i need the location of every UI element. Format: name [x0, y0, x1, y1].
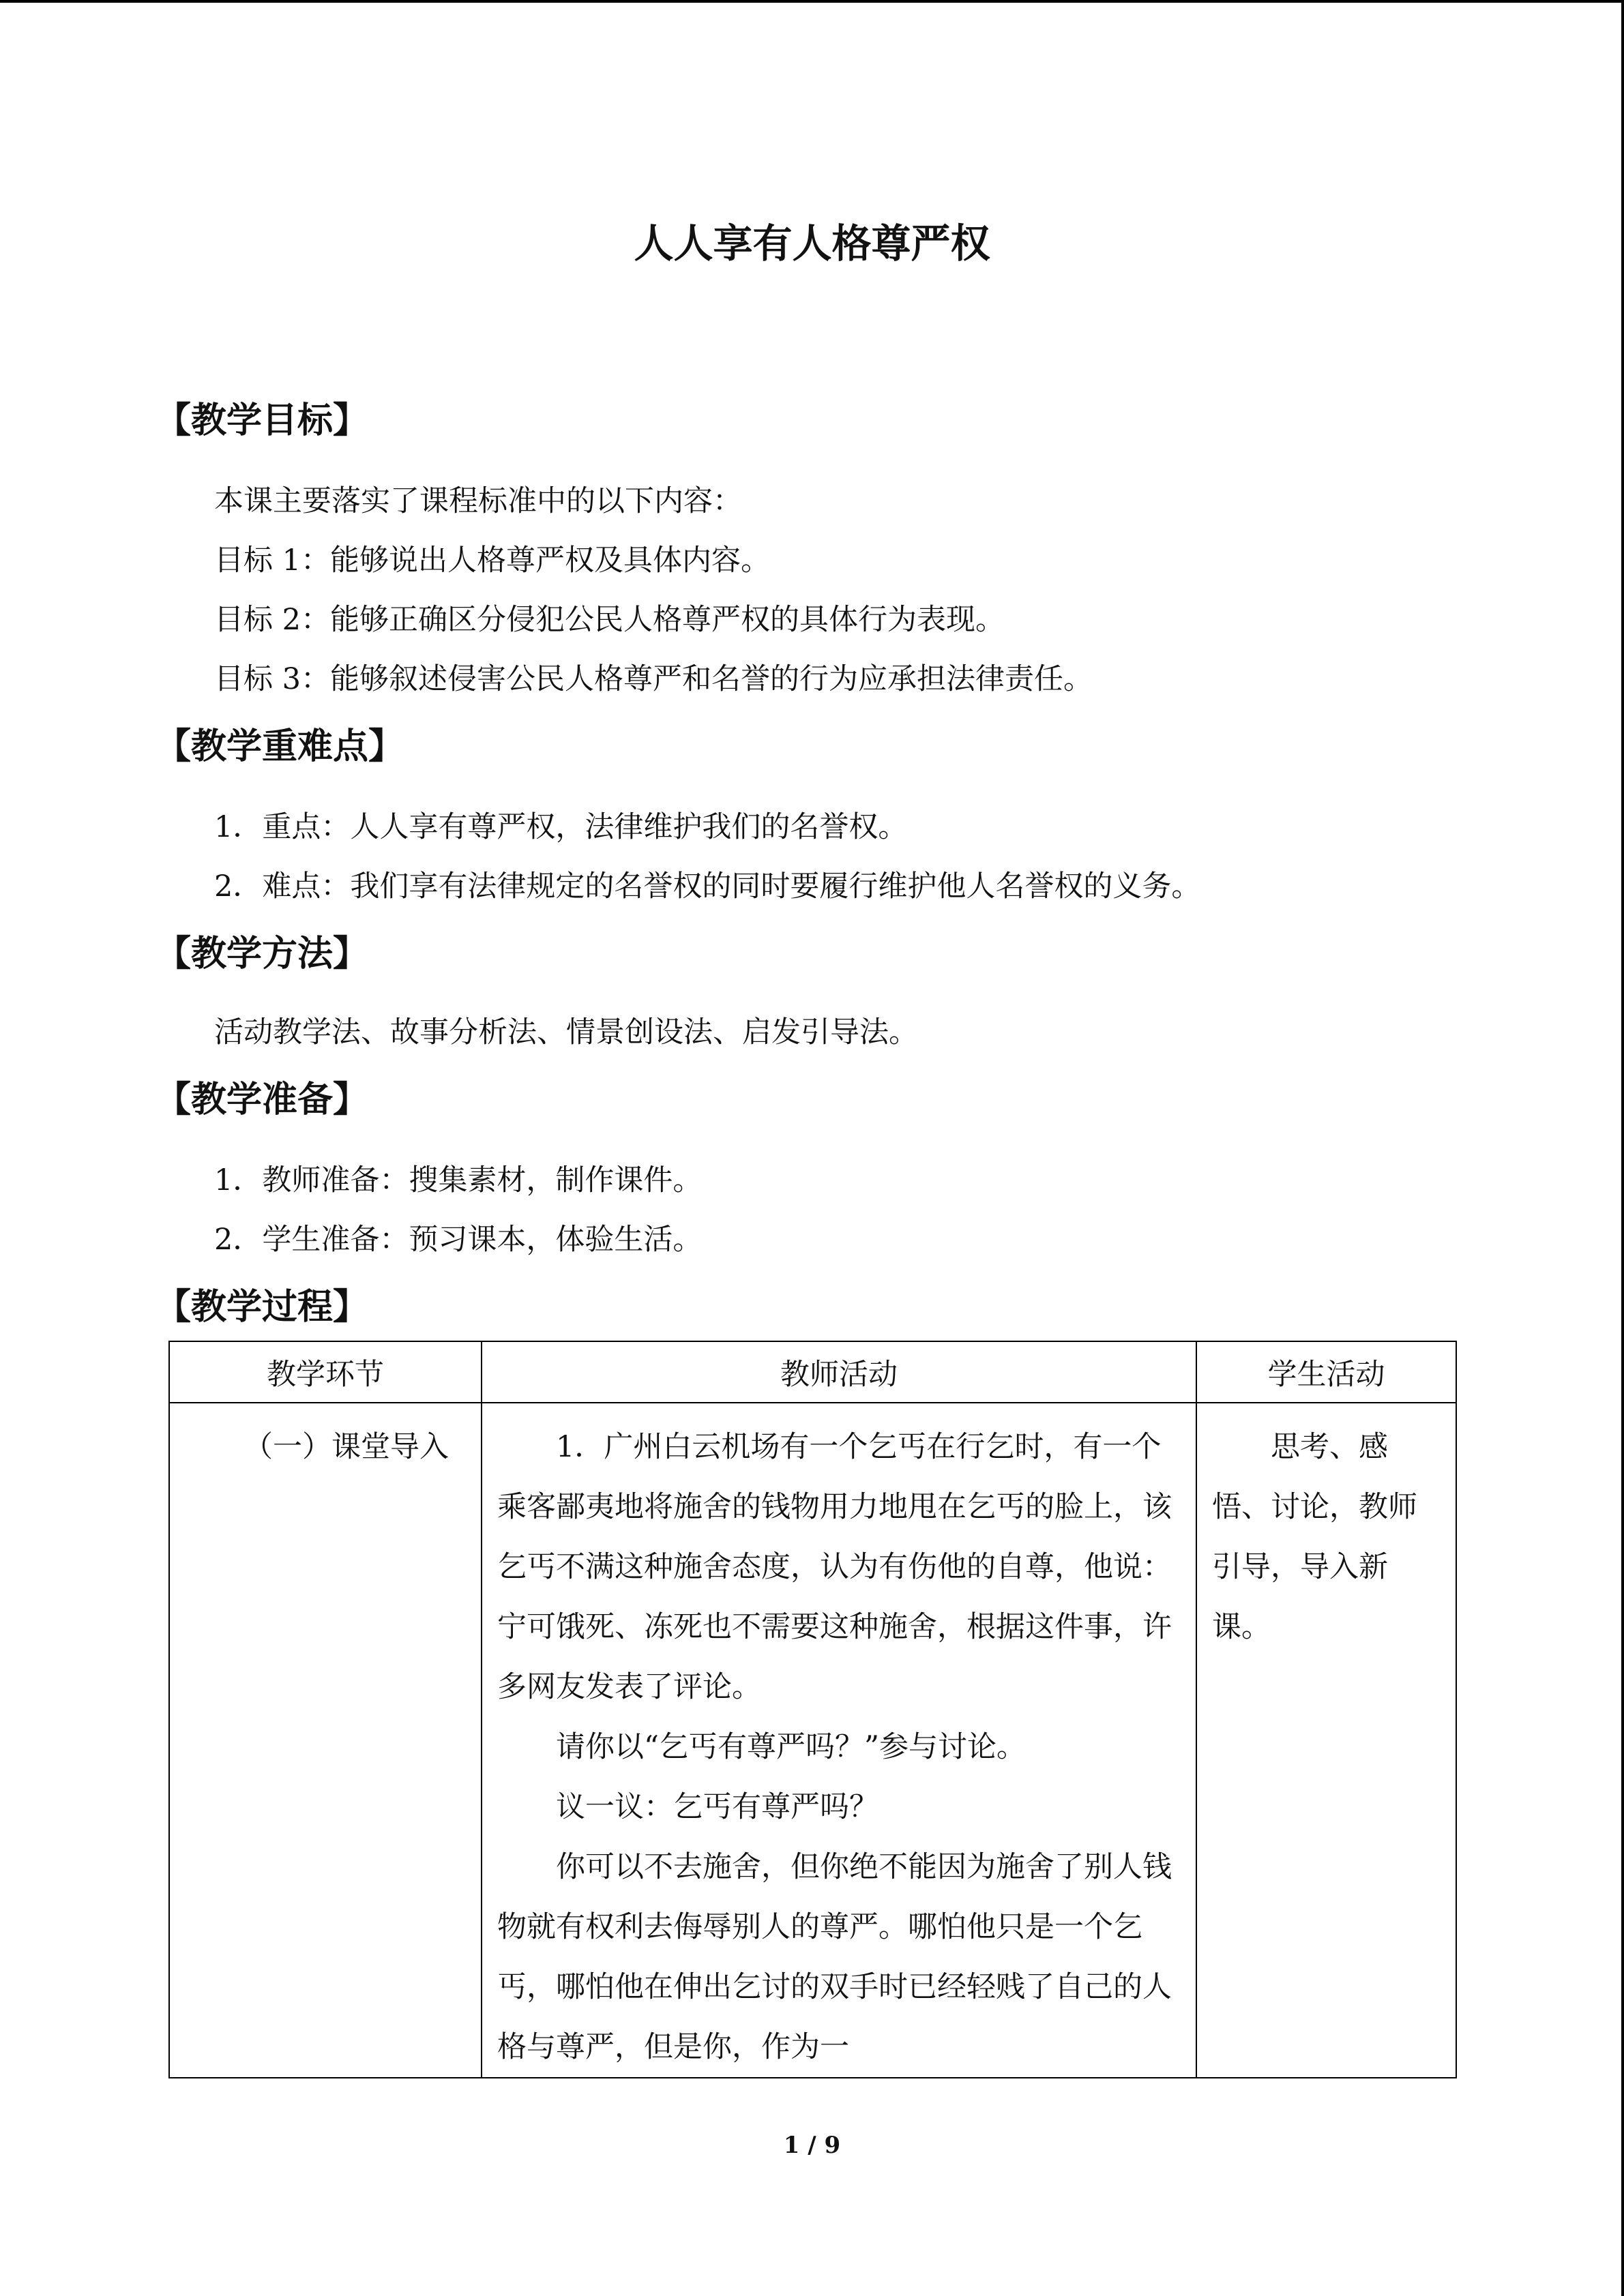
page-border-top [0, 0, 1624, 3]
objective-1: 目标 1：能够说出人格尊严权及具体内容。 [214, 543, 771, 578]
preparation-student: 2．学生准备：预习课本，体验生活。 [214, 1223, 703, 1257]
methods-text: 活动教学法、故事分析法、情景创设法、启发引导法。 [214, 1015, 918, 1049]
header-teacher-activity: 教师活动 [482, 1341, 1196, 1403]
header-stage: 教学环节 [169, 1341, 482, 1403]
heading-preparation: 【教学准备】 [156, 1079, 369, 1120]
heading-methods: 【教学方法】 [156, 934, 369, 974]
student-text: 思考、感悟、讨论，教师引导，导入新课。 [1212, 1430, 1417, 1644]
heading-key-points: 【教学重难点】 [156, 726, 404, 767]
table-row [169, 1403, 1456, 2078]
stage-text: （一）课堂导入 [243, 1430, 449, 1464]
cell-stage [169, 1403, 482, 2078]
page-number: 1 / 9 [783, 2132, 841, 2159]
header-student-activity: 学生活动 [1196, 1341, 1456, 1403]
objective-2: 目标 2：能够正确区分侵犯公民人格尊严权的具体行为表现。 [214, 603, 1005, 637]
document-title: 人人享有人格尊严权 [634, 220, 990, 267]
page-border-right [1621, 0, 1624, 2296]
process-table [168, 1341, 1457, 2078]
objectives-intro: 本课主要落实了课程标准中的以下内容： [214, 484, 742, 518]
teacher-paragraph-2: 请你以“乞丐有尊严吗？”参与讨论。 [556, 1730, 1026, 1764]
teacher-paragraph-1: 1．广州白云机场有一个乞丐在行乞时，有一个乘客鄙夷地将施舍的钱物用力地甩在乞丐的脸上，该乞丐不满这种施舍态度，认为有伤他的自尊，他说：宁可饿死、冻死也不需要这种施舍，根据这件事，许多网友发表了评论。 [497, 1430, 1172, 1704]
objective-3: 目标 3：能够叙述侵害公民人格尊严和名誉的行为应承担法律责任。 [214, 662, 1093, 696]
cell-student-activity [1196, 1403, 1456, 2078]
teacher-paragraph-4: 你可以不去施舍，但你绝不能因为施舍了别人钱物就有权利去侮辱别人的尊严。哪怕他只是一个乞丐，哪怕他在伸出乞讨的双手时已经轻贱了自己的人格与尊严，但是你，作为一 [497, 1850, 1172, 2064]
preparation-teacher: 1．教师准备：搜集素材，制作课件。 [214, 1163, 703, 1197]
teacher-paragraph-3: 议一议：乞丐有尊严吗？ [556, 1790, 879, 1824]
key-point-1: 1．重点：人人享有尊严权，法律维护我们的名誉权。 [214, 810, 908, 844]
heading-objectives: 【教学目标】 [156, 400, 369, 441]
table-header-row [169, 1341, 1456, 1403]
cell-teacher-activity [482, 1403, 1196, 2078]
heading-process: 【教学过程】 [156, 1287, 369, 1328]
key-point-2: 2．难点：我们享有法律规定的名誉权的同时要履行维护他人名誉权的义务。 [214, 869, 1201, 904]
